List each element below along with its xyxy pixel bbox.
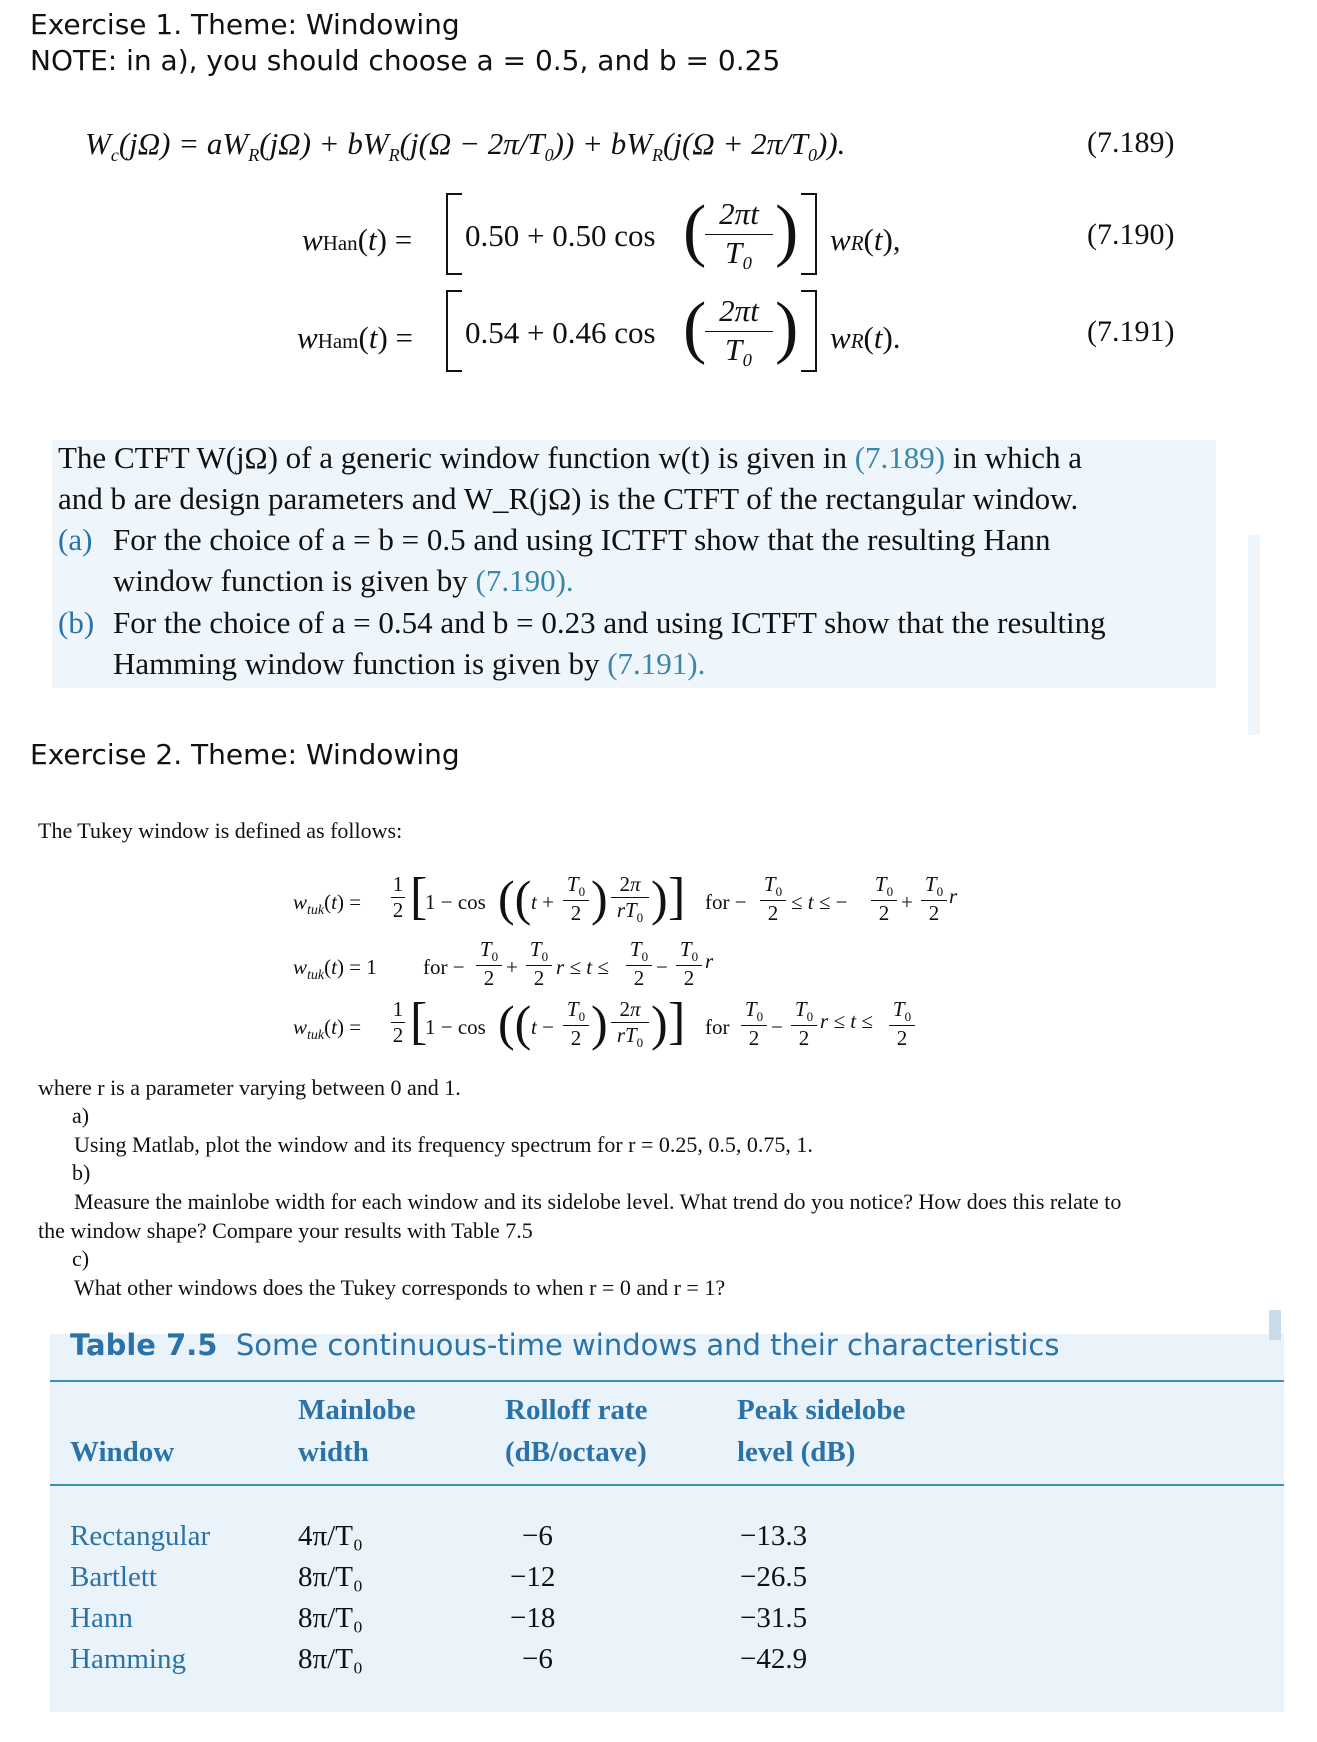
exercise-1-title: Exercise 1. Theme: Windowing	[30, 8, 460, 41]
fraction-denominator: T₀	[724, 332, 754, 367]
right-paren: )	[775, 289, 799, 366]
equation-number-7-190: (7.190)	[1087, 218, 1175, 251]
table-background	[50, 1334, 1284, 1712]
row-rolloff: −6	[522, 1643, 553, 1675]
col-rolloff-1: Rolloff rate	[505, 1394, 648, 1426]
ref-7-189[interactable]: (7.189)	[854, 440, 946, 475]
equation-7-191-rhs: wR(t).	[830, 320, 901, 355]
left-bracket	[446, 290, 462, 372]
row-window-rectangular: Rectangular	[70, 1520, 211, 1552]
row-mainlobe: 8π/T₀	[298, 1643, 364, 1675]
equation-7-191-lhs: wHam(t) =	[297, 320, 414, 355]
row-sidelobe: −31.5	[740, 1602, 808, 1634]
left-bracket	[446, 193, 462, 275]
part-b-line-2: Hamming window function is given by (7.191).	[113, 646, 706, 681]
fraction-numerator: 2πt	[705, 293, 773, 332]
row-mainlobe: 4π/T₀	[298, 1520, 364, 1552]
part-c-text: What other windows does the Tukey corresponds to when r = 0 and r = 1?	[74, 1275, 726, 1300]
col-sidelobe-2: level (dB)	[737, 1436, 856, 1468]
row-sidelobe: −13.3	[740, 1520, 808, 1552]
part-b-line-1: For the choice of a = 0.54 and b = 0.23 and using ICTFT show that the resulting	[113, 605, 1106, 640]
row-sidelobe: −26.5	[740, 1561, 808, 1593]
equation-number-7-189: (7.189)	[1087, 126, 1175, 159]
right-bracket	[801, 193, 817, 275]
col-sidelobe-1: Peak sidelobe	[737, 1394, 906, 1426]
col-rolloff-2: (dB/octave)	[505, 1436, 647, 1468]
where-text: where r is a parameter varying between 0 and 1.	[38, 1075, 461, 1100]
box-line-1: The CTFT W(jΩ) of a generic window function w(t) is given in (7.189) in which a	[58, 440, 1083, 475]
fraction	[705, 196, 773, 271]
part-b-text-2: the window shape? Compare your results with Table 7.5	[38, 1218, 533, 1243]
part-b-tag: (b)	[58, 605, 95, 640]
equation-number-7-191: (7.191)	[1087, 315, 1175, 348]
equation-7-190-rhs: wR(t),	[830, 222, 901, 257]
part-a-tag: (a)	[58, 522, 93, 557]
equation-7-189: $W_c(j\Omega) = aW_R(j\Omega) + bW_R(j(\Omega - 2\pi/T_0)) + bW_R(j(\Omega + 2\pi/T_0))$.	[85, 126, 846, 166]
row-mainlobe: 8π/T₀	[298, 1602, 364, 1634]
row-window-bartlett: Bartlett	[70, 1561, 157, 1593]
fraction-numerator: 2πt	[705, 196, 773, 235]
table-edge-bar	[1269, 1310, 1281, 1340]
right-bracket	[801, 290, 817, 372]
equation-7-190-lhs: wHan(t) =	[302, 222, 413, 257]
part-c-label: c)	[72, 1246, 90, 1271]
part-a-label: a)	[72, 1103, 90, 1128]
scroll-strip	[1248, 535, 1260, 735]
part-b-text-1: Measure the mainlobe width for each window and its sidelobe level. What trend do you notice? How does this relate to	[74, 1189, 1122, 1214]
left-paren: (	[683, 289, 707, 366]
row-sidelobe: −42.9	[740, 1643, 808, 1675]
equation-7-191-body: 0.54 + 0.46 cos	[465, 315, 656, 350]
tukey-intro: The Tukey window is defined as follows:	[38, 818, 403, 843]
ref-7-191[interactable]: (7.191).	[607, 646, 706, 681]
row-window-hann: Hann	[70, 1602, 133, 1634]
box-line-2: and b are design parameters and W_R(jΩ) is the CTFT of the rectangular window.	[58, 481, 1079, 516]
ref-7-190[interactable]: (7.190).	[475, 563, 574, 598]
equation-7-190-body: 0.50 + 0.50 cos	[465, 218, 656, 253]
left-paren: (	[683, 192, 707, 269]
part-a-line-2: window function is given by (7.190).	[113, 563, 574, 598]
col-mainlobe-1: Mainlobe	[298, 1394, 416, 1426]
col-window: Window	[70, 1436, 175, 1468]
part-a-line-1: For the choice of a = b = 0.5 and using ICTFT show that the resulting Hann	[113, 522, 1051, 557]
row-rolloff: −12	[510, 1561, 556, 1593]
row-rolloff: −6	[522, 1520, 553, 1552]
part-b-label: b)	[72, 1160, 91, 1185]
row-window-hamming: Hamming	[70, 1643, 186, 1675]
row-rolloff: −18	[510, 1602, 556, 1634]
fraction-denominator: T₀	[724, 235, 754, 270]
table-rule-header	[50, 1484, 1284, 1486]
right-paren: )	[775, 192, 799, 269]
fraction	[705, 293, 773, 368]
table-rule-top	[50, 1380, 1284, 1382]
col-mainlobe-2: width	[298, 1436, 369, 1468]
part-a-text: Using Matlab, plot the window and its frequency spectrum for r = 0.25, 0.5, 0.75, 1.	[74, 1132, 813, 1157]
exercise-2-title: Exercise 2. Theme: Windowing	[30, 738, 460, 771]
row-mainlobe: 8π/T₀	[298, 1561, 364, 1593]
exercise-1-note: NOTE: in a), you should choose a = 0.5, and b = 0.25	[30, 44, 781, 77]
table-title: Table 7.5 Some continuous-time windows and their characteristics	[70, 1328, 1060, 1362]
